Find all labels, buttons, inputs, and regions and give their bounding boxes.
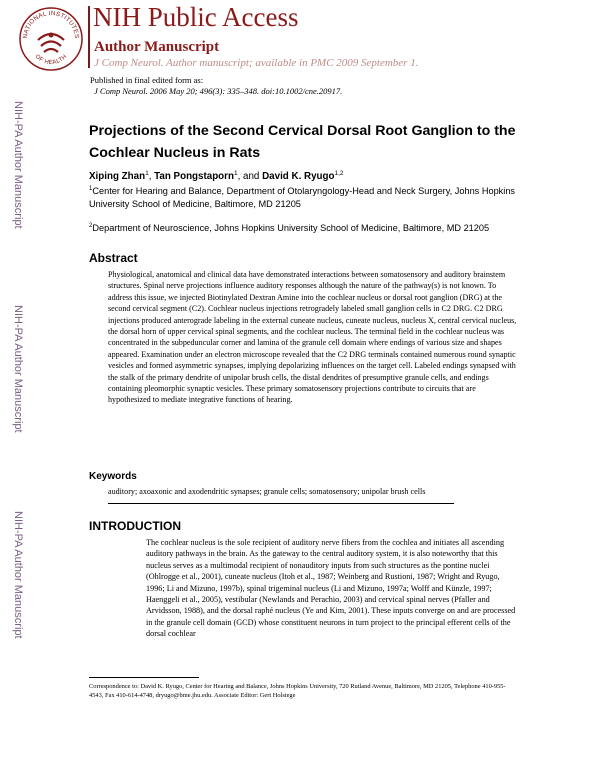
author-name: Tan Pongstaporn (154, 171, 234, 182)
svg-text:OF HEALTH (34, 54, 69, 66)
affiliation-text: Department of Neuroscience, Johns Hopkins University School of Medicine, Baltimore, MD 21205 (92, 223, 490, 233)
correspondence-footnote: Correspondence to: David K. Ryugo, Center for Hearing and Balance, Johns Hopkins University, 720 Rutland Avenue, Baltimore, MD 21205, Telephone 410-955-4543, Fax 410-614-4748, dryugo@bme.jhu.edu. Associate Editor: Gert Holstege (89, 683, 506, 699)
affiliation-2 (89, 222, 529, 235)
keywords-divider (108, 503, 454, 504)
side-label-bottom: NIH-PA Author Manuscript (12, 511, 24, 639)
affiliation-sup: 1 (89, 186, 93, 192)
author-sep: , (148, 171, 155, 182)
side-label-middle: NIH-PA Author Manuscript (12, 305, 24, 433)
journal-availability (94, 57, 418, 70)
affiliation-1 (89, 185, 529, 211)
author-sup: 1 (145, 170, 149, 177)
introduction-body: The cochlear nucleus is the sole recipient of auditory nerve fibers from the cochlea and initiates all ascending auditory pathways in the brain. As the gateway to the central auditory system, it is also noteworthy that this nucleus serves as a multimodal recipient of nonauditory inputs from such structures as the pontine nuclei (Ohlrogge et al., 2001), cuneate nucleus (Itoh et al., 1987; Weinberg and Rustioni, 1987; Wright and Ryugo, 1996; Li and Mizuno, 1997b), spinal trigeminal nucleus (Li and Mizuno, 1997a; Wolff and Künzle, 1997; Haenggeli et al., 2005), vestibular (Newlands and Perachio, 2003) and cervical spinal nerves (Pfaller and Arvidsson, 1988), and the dorsal raphé nucleus (Ye and Kim, 2001). These inputs converge on and are processed in the granule cell domain (GCD) whose constituent neurons in turn project to the principal efferent cells of the dorsal cochlear (146, 538, 516, 639)
author-sep: , and (237, 171, 263, 182)
logo-text-bottom: OF HEALTH (33, 53, 69, 67)
abstract-heading: Abstract (89, 251, 138, 265)
footnote-divider (89, 677, 199, 678)
published-in-label: Published in final edited form as: (90, 75, 204, 85)
keywords-heading: Keywords (89, 471, 137, 482)
abstract-body: Physiological, anatomical and clinical data have demonstrated interactions between somatosensory and auditory brainstem structures. Spinal nerve projections influence auditory responses although the nature of the pathway(s) is not known. To address this issue, we injected Biotinylated Dextran Amine into the cochlear nucleus or dorsal root ganglion (DRG) at the second cervical segment (C2). Cochlear nucleus injections retrogradely labeled small ganglion cells in C2 DRG. C2 DRG injections produced anterograde labeling in the external cuneate nucleus, cuneate nucleus, nucleus X, central cervical nucleus, the dorsal horn of upper cervical spinal segments, and the cochlear nucleus. The terminal field in the cochlear nucleus was concentrated in the subpeduncular corner and lamina of the granule cell domain where endings of various size and shapes appeared. Examination under an electron microscope revealed that the C2 DRG terminals contained numerous round synaptic vesicles and formed asymmetric synapses, implying depolarizing influences on the target cell. Labeled endings synapsed with the stalk of the primary dendrite of unipolar brush cells, the distal dendrites of presumptive granule cells, and endings containing pleomorphic synaptic vesicles. These primary somatosensory projections contribute to circuits that are hypothesized to mediate integrative functions of hearing. (108, 270, 517, 405)
nih-logo (18, 6, 84, 72)
author-sup: 1,2 (334, 170, 344, 177)
brand-title: NIH Public Access (93, 2, 299, 32)
keywords-list: auditory; axoaxonic and axodendritic synapses; granule cells; somatosensory; unipolar brush cells (108, 487, 426, 496)
author-list (89, 170, 539, 183)
introduction-heading: INTRODUCTION (89, 519, 181, 533)
article-title: Projections of the Second Cervical Dorsal Root Ganglion to the Cochlear Nucleus in Rats (89, 123, 516, 161)
side-label-top: NIH-PA Author Manuscript (12, 101, 24, 229)
affiliation-sup: 2 (89, 223, 93, 229)
author-sup: 1 (233, 170, 238, 177)
citation-text: J Comp Neurol. 2006 May 20; 496(3): 335–348. doi:10.1002/cne.20917. (94, 86, 343, 96)
logo-text-top: NATIONAL INSTITUTES (21, 9, 81, 39)
manuscript-label: Author Manuscript (94, 39, 220, 55)
journal-availability-text: J Comp Neurol. Author manuscript; available in PMC 2009 September 1. (94, 57, 419, 69)
author-name: David K. Ryugo (262, 171, 335, 182)
header-divider (88, 6, 90, 68)
citation[interactable] (94, 86, 342, 97)
author-name: Xiping Zhan (89, 171, 146, 182)
affiliation-text: Center for Hearing and Balance, Department of Otolaryngology-Head and Neck Surgery, Johns Hopkins University School of Medicine, Baltimore, MD 21205 (89, 186, 516, 209)
